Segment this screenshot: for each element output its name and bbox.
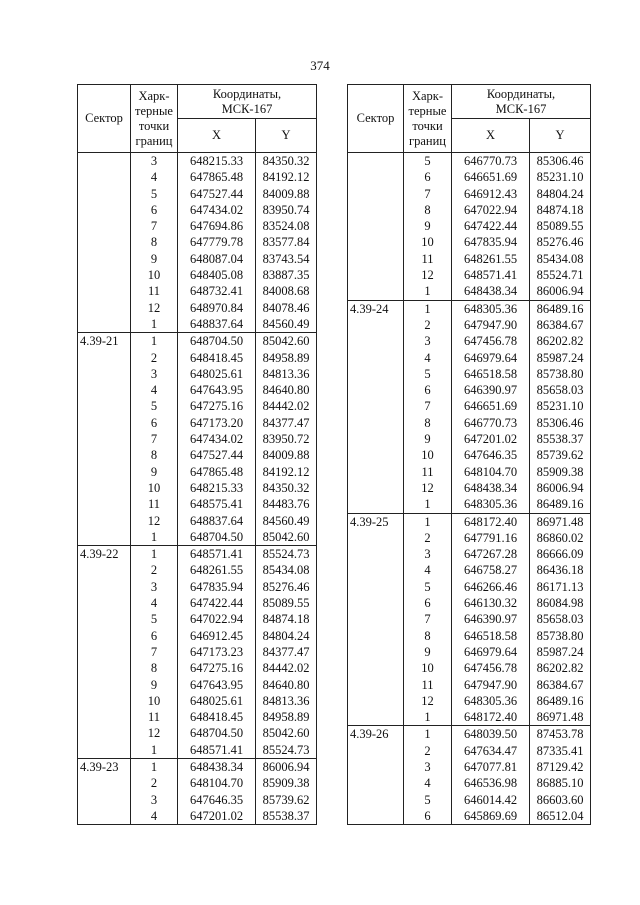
y-cell: 85434.08 xyxy=(530,251,591,267)
x-cell: 648104.70 xyxy=(178,775,256,791)
sector-header: Сектор xyxy=(78,85,131,153)
point-cell: 11 xyxy=(131,283,178,299)
point-cell: 5 xyxy=(404,792,452,808)
point-cell: 11 xyxy=(131,709,178,725)
point-cell: 1 xyxy=(131,333,178,350)
point-cell: 12 xyxy=(404,693,452,709)
sector-cell: 4.39-24 xyxy=(348,300,404,513)
x-cell: 647865.48 xyxy=(178,464,256,480)
point-cell: 4 xyxy=(131,595,178,611)
y-cell: 86006.94 xyxy=(530,283,591,300)
x-cell: 647791.16 xyxy=(452,530,530,546)
point-cell: 9 xyxy=(404,644,452,660)
y-cell: 83577.84 xyxy=(256,234,317,250)
x-cell: 647643.95 xyxy=(178,382,256,398)
point-cell: 10 xyxy=(404,447,452,463)
point-cell: 5 xyxy=(404,366,452,382)
y-cell: 86885.10 xyxy=(530,775,591,791)
y-cell: 86384.67 xyxy=(530,677,591,693)
y-cell: 86489.16 xyxy=(530,300,591,317)
point-cell: 8 xyxy=(131,447,178,463)
x-header: X xyxy=(452,119,530,153)
point-cell: 6 xyxy=(131,415,178,431)
x-cell: 647947.90 xyxy=(452,677,530,693)
x-cell: 648438.34 xyxy=(452,283,530,300)
point-cell: 9 xyxy=(131,464,178,480)
point-cell: 5 xyxy=(131,398,178,414)
point-cell: 1 xyxy=(131,546,178,563)
x-cell: 647077.81 xyxy=(452,759,530,775)
x-cell: 648732.41 xyxy=(178,283,256,299)
y-cell: 84009.88 xyxy=(256,447,317,463)
y-cell: 83887.35 xyxy=(256,267,317,283)
x-cell: 647422.44 xyxy=(178,595,256,611)
left-coordinates-table xyxy=(77,84,317,825)
x-cell: 646912.43 xyxy=(452,186,530,202)
y-header: Y xyxy=(530,119,591,153)
point-cell: 8 xyxy=(404,202,452,218)
point-cell: 7 xyxy=(131,644,178,660)
y-cell: 85739.62 xyxy=(256,792,317,808)
point-cell: 1 xyxy=(131,316,178,333)
x-cell: 648438.34 xyxy=(452,480,530,496)
y-cell: 84804.24 xyxy=(256,628,317,644)
point-cell: 5 xyxy=(404,579,452,595)
x-cell: 647434.02 xyxy=(178,431,256,447)
x-cell: 648970.84 xyxy=(178,300,256,316)
y-cell: 87129.42 xyxy=(530,759,591,775)
sector-header: Сектор xyxy=(348,85,404,153)
y-cell: 85909.38 xyxy=(530,464,591,480)
x-cell: 648104.70 xyxy=(452,464,530,480)
sector-cell: 4.39-26 xyxy=(348,726,404,825)
y-cell: 84442.02 xyxy=(256,660,317,676)
point-cell: 2 xyxy=(404,317,452,333)
y-cell: 85524.73 xyxy=(256,546,317,563)
y-cell: 84958.89 xyxy=(256,709,317,725)
x-cell: 647275.16 xyxy=(178,398,256,414)
x-cell: 648305.36 xyxy=(452,693,530,709)
y-cell: 86603.60 xyxy=(530,792,591,808)
sector-cell: 4.39-22 xyxy=(78,546,131,759)
table-row xyxy=(78,758,317,775)
x-cell: 648704.50 xyxy=(178,725,256,741)
point-cell: 3 xyxy=(131,366,178,382)
point-cell: 7 xyxy=(131,218,178,234)
point-cell: 6 xyxy=(404,169,452,185)
y-cell: 83950.72 xyxy=(256,431,317,447)
point-cell: 11 xyxy=(404,677,452,693)
points-header: Харк- терные точки границ xyxy=(404,85,452,153)
x-cell: 647947.90 xyxy=(452,317,530,333)
y-cell: 84377.47 xyxy=(256,415,317,431)
x-cell: 647835.94 xyxy=(178,579,256,595)
y-header: Y xyxy=(256,119,317,153)
y-cell: 85089.55 xyxy=(256,595,317,611)
y-cell: 85538.37 xyxy=(530,431,591,447)
sector-cell xyxy=(78,153,131,333)
y-cell: 86860.02 xyxy=(530,530,591,546)
table-row xyxy=(348,513,591,530)
point-cell: 4 xyxy=(404,562,452,578)
x-cell: 647865.48 xyxy=(178,169,256,185)
point-cell: 1 xyxy=(404,283,452,300)
table-row xyxy=(348,300,591,317)
sector-cell: 4.39-23 xyxy=(78,758,131,824)
x-cell: 648215.33 xyxy=(178,153,256,170)
x-cell: 647022.94 xyxy=(178,611,256,627)
x-cell: 647267.28 xyxy=(452,546,530,562)
y-cell: 84813.36 xyxy=(256,693,317,709)
x-cell: 646518.58 xyxy=(452,628,530,644)
y-cell: 83743.54 xyxy=(256,251,317,267)
point-cell: 1 xyxy=(404,496,452,513)
x-cell: 647779.78 xyxy=(178,234,256,250)
point-cell: 12 xyxy=(131,300,178,316)
y-cell: 87335.41 xyxy=(530,743,591,759)
x-cell: 648418.45 xyxy=(178,709,256,725)
point-cell: 2 xyxy=(131,350,178,366)
y-cell: 84192.12 xyxy=(256,169,317,185)
x-cell: 648172.40 xyxy=(452,513,530,530)
y-cell: 86202.82 xyxy=(530,660,591,676)
point-cell: 3 xyxy=(131,792,178,808)
y-cell: 84560.49 xyxy=(256,316,317,333)
y-cell: 84009.88 xyxy=(256,186,317,202)
y-cell: 84078.46 xyxy=(256,300,317,316)
x-cell: 647434.02 xyxy=(178,202,256,218)
x-cell: 646651.69 xyxy=(452,398,530,414)
y-cell: 86489.16 xyxy=(530,496,591,513)
y-cell: 84483.76 xyxy=(256,496,317,512)
x-cell: 647201.02 xyxy=(452,431,530,447)
point-cell: 3 xyxy=(404,333,452,349)
y-cell: 87453.78 xyxy=(530,726,591,743)
points-header: Харк- терные точки границ xyxy=(131,85,178,153)
y-cell: 83524.08 xyxy=(256,218,317,234)
x-cell: 646979.64 xyxy=(452,644,530,660)
y-cell: 85089.55 xyxy=(530,218,591,234)
point-cell: 2 xyxy=(404,743,452,759)
point-cell: 4 xyxy=(131,382,178,398)
table-row xyxy=(348,153,591,170)
point-cell: 10 xyxy=(404,660,452,676)
point-cell: 2 xyxy=(131,775,178,791)
y-cell: 85276.46 xyxy=(256,579,317,595)
y-cell: 84640.80 xyxy=(256,382,317,398)
y-cell: 85276.46 xyxy=(530,234,591,250)
x-cell: 648305.36 xyxy=(452,300,530,317)
table-row xyxy=(78,153,317,170)
y-cell: 84804.24 xyxy=(530,186,591,202)
point-cell: 9 xyxy=(404,218,452,234)
x-cell: 647022.94 xyxy=(452,202,530,218)
point-cell: 6 xyxy=(404,382,452,398)
x-cell: 648261.55 xyxy=(178,562,256,578)
x-cell: 646770.73 xyxy=(452,153,530,170)
x-cell: 646979.64 xyxy=(452,350,530,366)
table-row xyxy=(348,726,591,743)
coordinates-header: Координаты, МСК-167 xyxy=(178,85,317,119)
table-body xyxy=(348,153,591,825)
x-cell: 646130.32 xyxy=(452,595,530,611)
x-cell: 648837.64 xyxy=(178,513,256,529)
y-cell: 85538.37 xyxy=(256,808,317,825)
point-cell: 4 xyxy=(131,808,178,825)
x-cell: 647422.44 xyxy=(452,218,530,234)
point-cell: 9 xyxy=(404,431,452,447)
y-cell: 85739.62 xyxy=(530,447,591,463)
y-cell: 86436.18 xyxy=(530,562,591,578)
y-cell: 85658.03 xyxy=(530,611,591,627)
point-cell: 12 xyxy=(131,513,178,529)
y-cell: 84874.18 xyxy=(530,202,591,218)
x-cell: 648025.61 xyxy=(178,366,256,382)
point-cell: 3 xyxy=(131,579,178,595)
point-cell: 1 xyxy=(404,726,452,743)
point-cell: 1 xyxy=(404,513,452,530)
x-cell: 646390.97 xyxy=(452,611,530,627)
coordinates-header: Координаты, МСК-167 xyxy=(452,85,591,119)
y-cell: 84192.12 xyxy=(256,464,317,480)
y-cell: 86006.94 xyxy=(256,758,317,775)
y-cell: 86666.09 xyxy=(530,546,591,562)
point-cell: 1 xyxy=(131,742,178,759)
point-cell: 2 xyxy=(131,562,178,578)
point-cell: 1 xyxy=(131,758,178,775)
x-cell: 647527.44 xyxy=(178,447,256,463)
y-cell: 85987.24 xyxy=(530,644,591,660)
y-cell: 85306.46 xyxy=(530,153,591,170)
point-cell: 4 xyxy=(404,350,452,366)
x-cell: 647646.35 xyxy=(178,792,256,808)
y-cell: 84874.18 xyxy=(256,611,317,627)
point-cell: 1 xyxy=(404,709,452,726)
y-cell: 84350.32 xyxy=(256,480,317,496)
x-cell: 647173.23 xyxy=(178,644,256,660)
x-cell: 645869.69 xyxy=(452,808,530,825)
point-cell: 5 xyxy=(131,186,178,202)
x-cell: 646651.69 xyxy=(452,169,530,185)
point-cell: 12 xyxy=(131,725,178,741)
x-cell: 646536.98 xyxy=(452,775,530,791)
x-cell: 647694.86 xyxy=(178,218,256,234)
point-cell: 10 xyxy=(131,480,178,496)
right-coordinates-table xyxy=(347,84,591,825)
x-cell: 648215.33 xyxy=(178,480,256,496)
y-cell: 85524.71 xyxy=(530,267,591,283)
point-cell: 10 xyxy=(131,267,178,283)
point-cell: 7 xyxy=(404,398,452,414)
y-cell: 86971.48 xyxy=(530,513,591,530)
y-cell: 85434.08 xyxy=(256,562,317,578)
y-cell: 86384.67 xyxy=(530,317,591,333)
y-cell: 86171.13 xyxy=(530,579,591,595)
x-cell: 648405.08 xyxy=(178,267,256,283)
y-cell: 85524.73 xyxy=(256,742,317,759)
x-cell: 648025.61 xyxy=(178,693,256,709)
point-cell: 12 xyxy=(404,480,452,496)
y-cell: 86971.48 xyxy=(530,709,591,726)
y-cell: 85738.80 xyxy=(530,366,591,382)
x-cell: 648172.40 xyxy=(452,709,530,726)
point-cell: 1 xyxy=(131,529,178,546)
x-cell: 647456.78 xyxy=(452,660,530,676)
y-cell: 86084.98 xyxy=(530,595,591,611)
x-header: X xyxy=(178,119,256,153)
y-cell: 85231.10 xyxy=(530,398,591,414)
x-cell: 646518.58 xyxy=(452,366,530,382)
y-cell: 83950.74 xyxy=(256,202,317,218)
point-cell: 12 xyxy=(404,267,452,283)
page-number: 374 xyxy=(310,58,330,73)
x-cell: 646390.97 xyxy=(452,382,530,398)
point-cell: 1 xyxy=(404,300,452,317)
point-cell: 11 xyxy=(404,464,452,480)
point-cell: 4 xyxy=(404,775,452,791)
sector-cell xyxy=(348,153,404,301)
point-cell: 8 xyxy=(131,660,178,676)
y-cell: 84442.02 xyxy=(256,398,317,414)
point-cell: 8 xyxy=(404,415,452,431)
x-cell: 647173.20 xyxy=(178,415,256,431)
point-cell: 9 xyxy=(131,677,178,693)
y-cell: 84377.47 xyxy=(256,644,317,660)
x-cell: 646758.27 xyxy=(452,562,530,578)
point-cell: 7 xyxy=(131,431,178,447)
x-cell: 647634.47 xyxy=(452,743,530,759)
y-cell: 84008.68 xyxy=(256,283,317,299)
x-cell: 648704.50 xyxy=(178,529,256,546)
point-cell: 8 xyxy=(404,628,452,644)
point-cell: 6 xyxy=(404,595,452,611)
x-cell: 648571.41 xyxy=(178,742,256,759)
x-cell: 648575.41 xyxy=(178,496,256,512)
x-cell: 648571.41 xyxy=(178,546,256,563)
x-cell: 646014.42 xyxy=(452,792,530,808)
y-cell: 85042.60 xyxy=(256,529,317,546)
point-cell: 8 xyxy=(131,234,178,250)
point-cell: 7 xyxy=(404,186,452,202)
y-cell: 86489.16 xyxy=(530,693,591,709)
x-cell: 647201.02 xyxy=(178,808,256,825)
point-cell: 3 xyxy=(404,759,452,775)
x-cell: 647275.16 xyxy=(178,660,256,676)
sector-cell: 4.39-25 xyxy=(348,513,404,726)
y-cell: 85042.60 xyxy=(256,725,317,741)
y-cell: 86006.94 xyxy=(530,480,591,496)
y-cell: 85042.60 xyxy=(256,333,317,350)
point-cell: 5 xyxy=(131,611,178,627)
point-cell: 11 xyxy=(131,496,178,512)
x-cell: 646912.45 xyxy=(178,628,256,644)
x-cell: 646770.73 xyxy=(452,415,530,431)
table-body xyxy=(78,153,317,825)
y-cell: 84640.80 xyxy=(256,677,317,693)
y-cell: 85658.03 xyxy=(530,382,591,398)
y-cell: 86512.04 xyxy=(530,808,591,825)
x-cell: 648418.45 xyxy=(178,350,256,366)
x-cell: 648261.55 xyxy=(452,251,530,267)
y-cell: 85987.24 xyxy=(530,350,591,366)
y-cell: 84813.36 xyxy=(256,366,317,382)
x-cell: 648571.41 xyxy=(452,267,530,283)
y-cell: 84958.89 xyxy=(256,350,317,366)
point-cell: 11 xyxy=(404,251,452,267)
y-cell: 85738.80 xyxy=(530,628,591,644)
y-cell: 84350.32 xyxy=(256,153,317,170)
x-cell: 647646.35 xyxy=(452,447,530,463)
y-cell: 85231.10 xyxy=(530,169,591,185)
x-cell: 648039.50 xyxy=(452,726,530,743)
x-cell: 648837.64 xyxy=(178,316,256,333)
point-cell: 3 xyxy=(404,546,452,562)
point-cell: 10 xyxy=(131,693,178,709)
table-row xyxy=(78,546,317,563)
x-cell: 648087.04 xyxy=(178,251,256,267)
x-cell: 648305.36 xyxy=(452,496,530,513)
y-cell: 84560.49 xyxy=(256,513,317,529)
point-cell: 3 xyxy=(131,153,178,170)
point-cell: 6 xyxy=(131,202,178,218)
point-cell: 10 xyxy=(404,234,452,250)
y-cell: 85909.38 xyxy=(256,775,317,791)
x-cell: 647456.78 xyxy=(452,333,530,349)
sector-cell: 4.39-21 xyxy=(78,333,131,546)
x-cell: 648438.34 xyxy=(178,758,256,775)
point-cell: 9 xyxy=(131,251,178,267)
x-cell: 648704.50 xyxy=(178,333,256,350)
point-cell: 6 xyxy=(131,628,178,644)
x-cell: 647835.94 xyxy=(452,234,530,250)
x-cell: 646266.46 xyxy=(452,579,530,595)
point-cell: 7 xyxy=(404,611,452,627)
point-cell: 2 xyxy=(404,530,452,546)
y-cell: 86202.82 xyxy=(530,333,591,349)
table-row xyxy=(78,333,317,350)
y-cell: 85306.46 xyxy=(530,415,591,431)
x-cell: 647643.95 xyxy=(178,677,256,693)
point-cell: 6 xyxy=(404,808,452,825)
point-cell: 5 xyxy=(404,153,452,170)
point-cell: 4 xyxy=(131,169,178,185)
x-cell: 647527.44 xyxy=(178,186,256,202)
